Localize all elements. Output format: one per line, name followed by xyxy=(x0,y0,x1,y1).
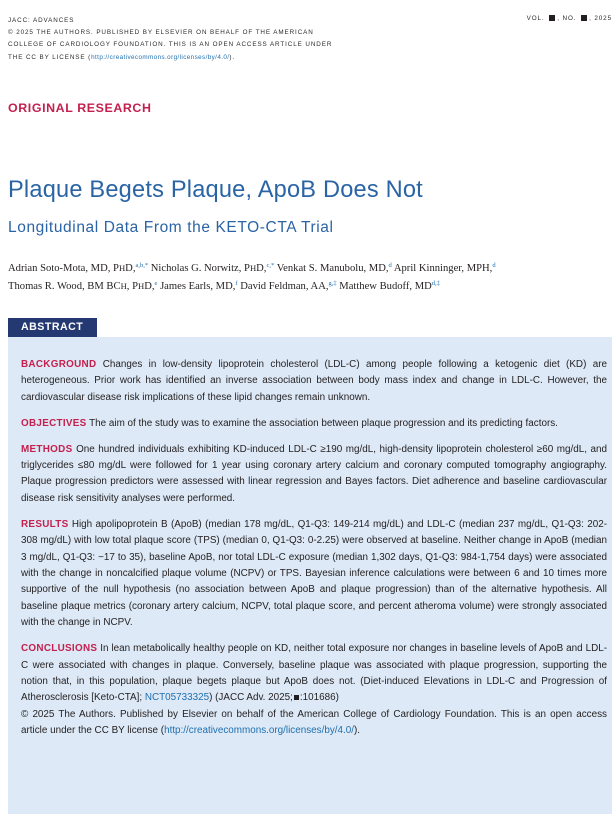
license-line xyxy=(8,52,332,64)
author: Thomas R. Wood, BM BCH, PHD,$^e$ xyxy=(8,279,158,292)
author: April Kinninger, MPH,$^d$ xyxy=(393,262,496,274)
copyright-line-1: © 2025 THE AUTHORS. PUBLISHED BY ELSEVIER ON BEHALF OF THE AMERICAN xyxy=(8,29,314,37)
affiliation-marker[interactable]: e xyxy=(154,279,158,287)
author: James Earls, MD,$^f$ xyxy=(160,279,238,292)
author: Matthew Budoff, $MD^{d,\ddagger}$ xyxy=(339,279,440,292)
author: Venkat S. Manubolu, MD,$^d$ xyxy=(276,262,392,274)
abstract-box xyxy=(8,337,612,814)
license-suffix: ). xyxy=(229,53,236,61)
objectives-text: The aim of the study was to examine the association between plaque progression and its predicting factors. xyxy=(89,417,558,429)
abstract-objectives xyxy=(21,416,607,432)
affiliation-marker[interactable]: d,‡ xyxy=(431,279,440,287)
conclusions-text: In lean metabolically healthy people on KD, neither total exposure nor changes in baseline levels of ApoB and LDL-C were associated with changes in plaque. Conversely, baseline plaque was associated with plaque progression, supporting the notion that, in this population, plaque begets plaque but ApoB does not. (Diet-induced Elevations in LDL-C and Progression of Atherosclerosis [Keto-CTA]; xyxy=(21,643,607,704)
article-type-label: ORIGINAL RESEARCH xyxy=(8,101,152,115)
abstract-conclusions xyxy=(21,641,607,739)
author: David Feldman, AA,$^{g,\ddagger}$ xyxy=(240,279,337,292)
affiliation-marker[interactable]: f xyxy=(235,279,238,287)
abstract-label: ABSTRACT xyxy=(8,318,97,337)
citation-prefix: ) (JACC Adv. 2025; xyxy=(209,692,293,704)
license-link[interactable]: http://creativecommons.org/licenses/by/4.0/ xyxy=(91,53,230,61)
affiliation-marker[interactable]: d xyxy=(388,262,392,269)
methods-text: One hundred individuals exhibiting KD-induced LDL-C ≥190 mg/dL, high-density lipoprotein cholesterol ≥60 mg/dL, and triglycerides ≤80 mg/dL were followed for 1 year using coronary artery calcium and coronary computed tomography angiography. Plaque progression predictors were assessed with linear regression and Bayes factors. Diet adherence and baseline cardiovascular disease risk sensitivity analyses were performed. xyxy=(21,443,608,504)
volume-info xyxy=(527,15,612,22)
affiliation-marker[interactable]: c,* xyxy=(266,262,275,269)
journal-name: JACC: ADVANCES xyxy=(8,17,75,24)
objectives-heading: OBJECTIVES xyxy=(21,417,87,429)
redacted-square-icon xyxy=(581,15,587,21)
citation-suffix: :101686) xyxy=(299,692,339,704)
redacted-square-icon xyxy=(294,695,299,700)
journal-header xyxy=(8,15,332,64)
redacted-square-icon xyxy=(549,15,555,21)
article-title: Plaque Begets Plaque, ApoB Does Not xyxy=(8,177,423,203)
background-text: Changes in low-density lipoprotein cholesterol (LDL-C) among people following a ketogenic diet (KD) are heterogeneous. Prior work has identified an inverse association between body mass index and change in LDL-C. However, the cardiovascular disease risk implications of these lipid changes remain unknown. xyxy=(21,359,607,403)
year: , 2025 xyxy=(589,15,612,22)
abstract-background xyxy=(21,357,607,406)
vol-label: VOL. xyxy=(526,15,545,22)
abstract-results xyxy=(21,517,607,632)
author: Nicholas G. Norwitz, PHD,$^{c,*}$ xyxy=(150,262,275,274)
article-subtitle: Longitudinal Data From the KETO-CTA Trial xyxy=(8,219,334,236)
cc-license-link[interactable]: http://creativecommons.org/licenses/by/4.0/ xyxy=(164,725,354,737)
author-list xyxy=(8,260,612,295)
copyright-text: © 2025 The Authors. Published by Elsevier on behalf of the American College of Cardiology Foundation. This is an open access article under the CC BY license ( xyxy=(21,708,607,737)
copyright-line-2: COLLEGE OF CARDIOLOGY FOUNDATION. THIS IS AN OPEN ACCESS ARTICLE UNDER xyxy=(8,41,333,49)
methods-heading: METHODS xyxy=(21,443,73,455)
background-heading: BACKGROUND xyxy=(21,359,97,370)
results-text: High apolipoprotein B (ApoB) (median 178 mg/dL, Q1-Q3: 149-214 mg/dL) and LDL-C (median 237 mg/dL, Q1-Q3: 202-308 mg/dL) with low total plaque score (TPS) (median 0, Q1-Q3: 0-2.25) were observed at baseline. Neither change in ApoB (median 3 mg/dL, Q1-Q3: −17 to 35), baseline ApoB, nor total LDL-C exposure (median 1,302 days, Q1-Q3: 984-1,754 days) were associated with the change in noncalcified plaque volume (NCPV) or TPS. Bayesian inference calculations were between 6 and 10 times more supportive of the null hypothesis (no association between ApoB and plaque progression) than of the alternative hypothesis. All baseline plaque metrics (coronary artery calcium, NCPV, total plaque score, and percent atheroma volume) were strongly associated with the change in NCPV. xyxy=(21,518,608,629)
author: Adrian Soto-Mota, MD, PHD,$^{a,b,*}$ xyxy=(8,262,149,274)
results-heading: RESULTS xyxy=(21,518,69,530)
affiliation-marker[interactable]: d xyxy=(492,262,496,269)
affiliation-marker[interactable]: a,b,* xyxy=(135,262,149,269)
copyright-end: ). xyxy=(353,725,361,737)
trial-registry-link[interactable]: NCT05733325 xyxy=(144,692,210,704)
abstract-methods xyxy=(21,442,607,508)
conclusions-heading: CONCLUSIONS xyxy=(21,643,98,655)
license-prefix: THE CC BY LICENSE ( xyxy=(8,53,92,61)
affiliation-marker[interactable]: g,‡ xyxy=(328,279,337,287)
no-label: , NO. xyxy=(557,15,577,22)
